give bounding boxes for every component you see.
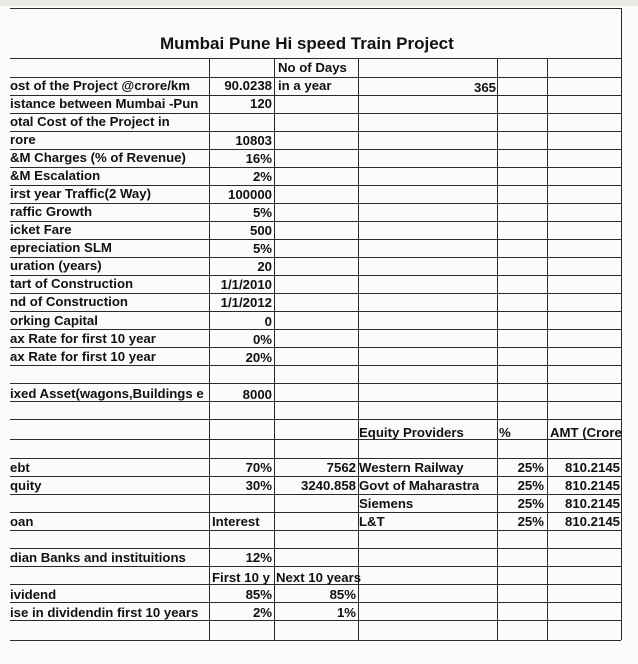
dividend-rise-first-10[interactable]: 2% [252,605,272,620]
param-value[interactable]: 10803 [235,133,272,148]
dividend-first-10[interactable]: 85% [245,587,272,602]
param-label[interactable]: otal Cost of the Project in [10,114,170,129]
fixed-asset-value[interactable]: 8000 [242,387,272,402]
debt-amount[interactable]: 7562 [326,460,356,475]
param-label[interactable]: rore [10,132,36,147]
param-value[interactable]: 1/1/2010 [220,277,272,292]
equity-label[interactable]: quity [10,478,42,493]
grid-row-line [10,329,621,330]
grid-row-line [10,383,621,384]
no-of-days-label-line2: in a year [278,78,332,93]
param-value[interactable]: 0% [252,332,272,347]
grid-row-line [10,311,621,312]
param-value[interactable]: 0 [264,314,272,329]
dividend-rise-next-10[interactable]: 1% [336,605,356,620]
grid-row-line [10,439,621,440]
grid-column-line [358,58,359,640]
provider-name[interactable]: L&T [359,514,385,529]
scan-top-margin [0,0,638,6]
grid-row-line [10,620,621,621]
loan-label[interactable]: oan [10,514,34,529]
param-label[interactable]: istance between Mumbai -Pun [10,96,199,111]
provider-name[interactable]: Govt of Maharastra [359,478,480,493]
grid-row-line [10,530,621,531]
param-value[interactable]: 20 [257,259,272,274]
param-value[interactable]: 120 [249,96,272,111]
equity-providers-header: Equity Providers [359,425,464,440]
fixed-asset-label[interactable]: ixed Asset(wagons,Buildings e [10,386,204,401]
grid-row-line [10,548,621,549]
dividend-next-10[interactable]: 85% [329,587,356,602]
grid-row-line [10,419,621,420]
grid-row-line [10,401,621,402]
provider-name[interactable]: Siemens [359,496,414,511]
banks-interest-rate[interactable]: 12% [245,550,272,565]
param-label[interactable]: raffic Growth [10,204,93,219]
first-10-years-header: First 10 y [212,570,270,585]
equity-amount[interactable]: 3240.858 [300,478,356,493]
provider-percent[interactable]: 25% [517,514,544,529]
grid-row-line [10,602,621,603]
param-value[interactable]: 90.0238 [224,78,272,93]
param-label[interactable]: irst year Traffic(2 Way) [10,186,151,201]
param-label[interactable]: uration (years) [10,258,102,273]
param-label[interactable]: ost of the Project @crore/km [10,78,190,93]
param-label[interactable]: ax Rate for first 10 year [10,331,156,346]
param-value[interactable]: 1/1/2012 [220,295,272,310]
grid-column-line [621,58,622,640]
grid-row-line [10,347,621,348]
debt-label[interactable]: ebt [10,460,30,475]
param-value[interactable]: 5% [252,241,272,256]
grid-row-line [10,476,621,477]
provider-amount[interactable]: 810.2145 [564,460,620,475]
param-label[interactable]: orking Capital [10,313,98,328]
param-label[interactable]: tart of Construction [10,276,134,291]
provider-percent[interactable]: 25% [517,460,544,475]
equity-percent[interactable]: 30% [245,478,272,493]
next-10-years-header: Next 10 years [276,570,362,585]
param-label[interactable]: epreciation SLM [10,240,112,255]
param-value[interactable]: 100000 [227,187,272,202]
sheet-title: Mumbai Pune Hi speed Train Project [160,34,454,53]
param-value[interactable]: 500 [249,223,272,238]
dividend-rise-label[interactable]: ise in dividendin first 10 years [10,605,199,620]
provider-name[interactable]: Western Railway [359,460,464,475]
param-value[interactable]: 2% [252,169,272,184]
grid-column-line [497,58,498,640]
interest-label[interactable]: Interest [212,514,260,529]
frame-line [10,8,621,9]
param-value[interactable]: 16% [245,151,272,166]
days-in-year-value[interactable]: 365 [473,80,496,95]
provider-amount[interactable]: 810.2145 [564,514,620,529]
grid-row-line [10,640,621,641]
param-label[interactable]: &M Escalation [10,168,101,183]
grid-column-line [274,58,275,640]
percent-header: % [499,425,511,440]
param-label[interactable]: nd of Construction [10,294,128,309]
grid-column-line [547,58,548,640]
debt-percent[interactable]: 70% [245,460,272,475]
provider-amount[interactable]: 810.2145 [564,496,620,511]
dividend-label[interactable]: ividend [10,587,57,602]
provider-amount[interactable]: 810.2145 [564,478,620,493]
param-label[interactable]: ax Rate for first 10 year [10,349,156,364]
grid-row-line [10,512,621,513]
grid-row-line [10,494,621,495]
grid-row-line [10,365,621,366]
grid-row-line [10,458,621,459]
param-value[interactable]: 5% [252,205,272,220]
param-label[interactable]: icket Fare [10,222,72,237]
banks-label[interactable]: dian Banks and instituitions [10,550,186,565]
param-label[interactable]: &M Charges (% of Revenue) [10,150,186,165]
param-value[interactable]: 20% [245,350,272,365]
amount-header: AMT (Crore [550,425,622,440]
grid-row-line [10,58,621,59]
grid-row-line [10,566,621,567]
provider-percent[interactable]: 25% [517,478,544,493]
no-of-days-label-line1: No of Days [278,60,347,75]
frame-line [621,8,622,58]
provider-percent[interactable]: 25% [517,496,544,511]
